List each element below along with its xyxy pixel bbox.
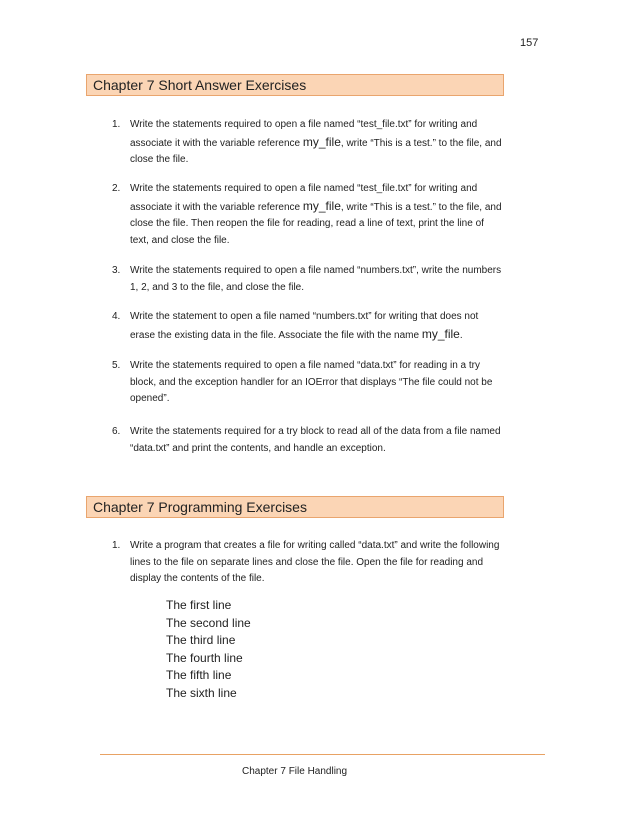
inline-code: my_file bbox=[302, 134, 341, 149]
exercise-text bbox=[130, 117, 502, 169]
exercise-text bbox=[130, 263, 502, 296]
exercise-text-part: Write the statements required to open a file named “data.txt” for reading in a try block, and the exception handler for an IOError that displays “The file could not be opened”. bbox=[130, 360, 493, 404]
exercise-text-part: , write “This is a test.” to the file, and close the file. bbox=[130, 137, 502, 165]
exercise-text bbox=[130, 358, 502, 408]
file-line: The second line bbox=[166, 615, 251, 630]
exercise-number: 2. bbox=[112, 183, 121, 194]
file-line: The fifth line bbox=[166, 668, 232, 683]
exercise-text bbox=[130, 309, 502, 344]
exercise-text-part: Write a program that creates a file for writing called “data.txt” and write the following lines to the file on separate lines and close the file. Open the file for reading and display the contents of the file. bbox=[130, 540, 500, 584]
exercise-text-part: Write the statements required for a try block to read all of the data from a file named “data.txt” and print the contents, and handle an exception. bbox=[130, 426, 501, 454]
file-line: The fourth line bbox=[166, 650, 243, 665]
short-answer-section-header: Chapter 7 Short Answer Exercises bbox=[86, 74, 504, 96]
exercise-number: 4. bbox=[112, 311, 121, 322]
programming-section-header: Chapter 7 Programming Exercises bbox=[86, 496, 504, 518]
file-line: The third line bbox=[166, 633, 236, 648]
footer-divider bbox=[100, 754, 545, 755]
exercise-number: 3. bbox=[112, 265, 121, 276]
exercise-text-part: , write “This is a test.” to the file, and close the file. Then reopen the file for reading, read a line of text, print the line of text, and close the file. bbox=[130, 201, 502, 246]
exercise-text-part: Write the statements required to open a file named “numbers.txt”, write the numbers 1, 2, and 3 to the file, and close the file. bbox=[130, 265, 502, 293]
exercise-number: 1. bbox=[112, 119, 121, 130]
exercise-text-part: . bbox=[459, 329, 463, 341]
exercise-text-part: Write the statement to open a file named “numbers.txt” for writing that does not erase the existing data in the file. Associate the file with the name bbox=[130, 311, 479, 341]
exercise-text-part: Write the statements required to open a file named “test_file.txt” for writing and associate it with the variable reference bbox=[130, 183, 478, 213]
exercise-number: 1. bbox=[112, 540, 121, 551]
file-line: The sixth line bbox=[166, 685, 237, 700]
exercise-text bbox=[130, 424, 502, 457]
exercise-number: 6. bbox=[112, 426, 121, 437]
exercise-text bbox=[130, 538, 502, 588]
exercise-text-part: Write the statements required to open a file named “test_file.txt” for writing and associate it with the variable reference bbox=[130, 119, 478, 149]
file-lines-block bbox=[166, 597, 251, 703]
file-line: The first line bbox=[166, 598, 232, 612]
exercise-number: 5. bbox=[112, 360, 121, 371]
exercise-text bbox=[130, 181, 502, 249]
page-number: 157 bbox=[520, 37, 539, 49]
footer-chapter-title: Chapter 7 File Handling bbox=[242, 766, 348, 777]
inline-code: my_file bbox=[302, 198, 341, 213]
inline-code: my_file bbox=[421, 326, 460, 341]
